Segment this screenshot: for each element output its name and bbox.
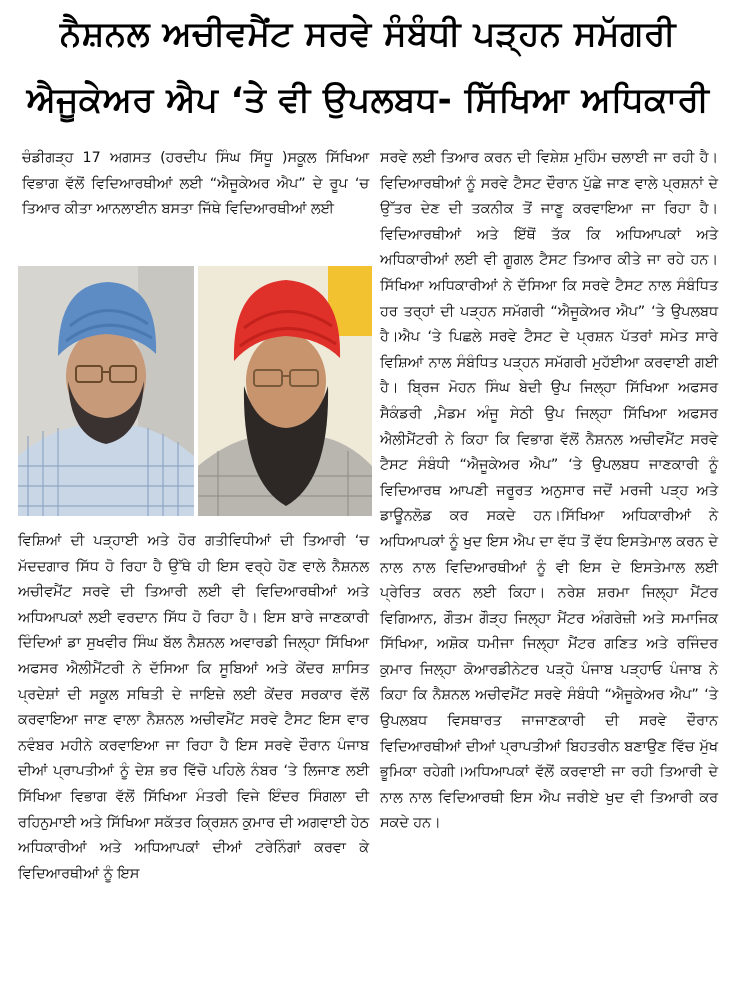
article-paragraph: ਚੰਡੀਗੜ੍ਹ 17 ਅਗਸਤ (ਹਰਦੀਪ ਸਿੰਘ ਸਿੱਧੂ )ਸਕੂਲ ਸਿੱਖਿਆ ਵਿਭਾਗ ਵੱਲੋਂ ਵਿਦਿਆਰਥੀਆਂ ਲਈ “ਐਜੂਕੇਅਰ ਐਪ” ਦੇ ਰੂਪ ‘ਚ ਤਿਆਰ ਕੀਤਾ ਆਨਲਾਈਨ ਬਸਤਾ ਜਿੱਥੇ ਵਿਦਿਆਰਥੀਆਂ ਲਈ: [22, 150, 369, 218]
article-column-left-top: [22, 146, 369, 223]
headline-line-2: ਐਜੂਕੇਅਰ ਐਪ ‘ਤੇ ਵੀ ਉਪਲਬਧ- ਸਿੱਖਿਆ ਅਧਿਕਾਰੀ: [26, 80, 710, 120]
photo-official-blue-turban: [18, 266, 194, 516]
headline-line-1: ਨੈਸ਼ਨਲ ਅਚੀਵਮੈਂਟ ਸਰਵੇ ਸੰਬੰਧੀ ਪੜ੍ਹਨ ਸਮੱਗਰੀ: [60, 14, 676, 54]
photo-official-red-turban: [198, 266, 372, 516]
article-paragraph: ਵਿਸ਼ਿਆਂ ਦੀ ਪੜ੍ਹਾਈ ਅਤੇ ਹੋਰ ਗਤੀਵਿਧੀਆਂ ਦੀ ਤਿਆਰੀ ‘ਚ ਮੱਦਦਗਾਰ ਸਿੱਧ ਹੋ ਰਿਹਾ ਹੈ ਉੱਥੇ ਹੀ ਇਸ ਵਰ੍ਹੇ ਹੋਣ ਵਾਲੇ ਨੈਸ਼ਨਲ ਅਚੀਵਮੈਂਟ ਸਰਵੇ ਦੀ ਤਿਆਰੀ ਲਈ ਵੀ ਵਿਦਿਆਰਥੀਆਂ ਅਤੇ ਅਧਿਆਪਕਾਂ ਲਈ ਵਰਦਾਨ ਸਿੱਧ ਹੋ ਰਿਹਾ ਹੈ। ਇਸ ਬਾਰੇ ਜਾਣਕਾਰੀ ਦਿੰਦਿਆਂ ਡਾ ਸੁਖਵੀਰ ਸਿੰਘ ਬੱਲ ਨੈਸ਼ਨਲ ਅਵਾਰਡੀ ਜਿਲ੍ਹਾ ਸਿੱਖਿਆ ਅਫਸਰ ਐਲੀਮੈਂਟਰੀ ਨੇ ਦੱਸਿਆ ਕਿ ਸੂਬਿਆਂ ਅਤੇ ਕੇਂਦਰ ਸ਼ਾਸਿਤ ਪ੍ਰਦੇਸ਼ਾਂ ਦੀ ਸਕੂਲ ਸਥਿਤੀ ਦੇ ਜਾਇਜ਼ੇ ਲਈ ਕੇਂਦਰ ਸਰਕਾਰ ਵੱਲੋਂ ਕਰਵਾਇਆ ਜਾਣ ਵਾਲਾ ਨੈਸ਼ਨਲ ਅਚੀਵਮੈਂਟ ਸਰਵੇ ਟੈਸਟ ਇਸ ਵਾਰ ਨਵੰਬਰ ਮਹੀਨੇ ਕਰਵਾਇਆ ਜਾ ਰਿਹਾ ਹੈ ਇਸ ਸਰਵੇ ਦੌਰਾਨ ਪੰਜਾਬ ਦੀਆਂ ਪ੍ਰਾਪਤੀਆਂ ਨੂੰ ਦੇਸ਼ ਭਰ ਵਿੱਚੋ ਪਹਿਲੇ ਨੰਬਰ ‘ਤੇ ਲਿਜਾਣ ਲਈ ਸਿੱਖਿਆ ਵਿਭਾਗ ਵੱਲੋਂ ਸਿੱਖਿਆ ਮੰਤਰੀ ਵਿਜੇ ਇੰਦਰ ਸਿੰਗਲਾ ਦੀ ਰਹਿਨੁਮਾਈ ਅਤੇ ਸਿੱਖਿਆ ਸਕੱਤਰ ਕ੍ਰਿਸ਼ਨ ਕੁਮਾਰ ਦੀ ਅਗਵਾਈ ਹੇਠ ਅਧਿਕਾਰੀਆਂ ਅਤੇ ਅਧਿਆਪਕਾਂ ਦੀਆਂ ਟਰੇਨਿੰਗਾਂ ਕਰਵਾ ਕੇ ਵਿਦਿਆਰਥੀਆਂ ਨੂੰ ਇਸ: [18, 533, 369, 882]
article-column-right: [380, 146, 718, 837]
article-paragraph: ਸਰਵੇ ਲਈ ਤਿਆਰ ਕਰਨ ਦੀ ਵਿਸ਼ੇਸ਼ ਮੁਹਿੰਮ ਚਲਾਈ ਜਾ ਰਹੀ ਹੈ।ਵਿਦਿਆਰਥੀਆਂ ਨੂੰ ਸਰਵੇ ਟੈਸਟ ਦੌਰਾਨ ਪੁੱਛੇ ਜਾਣ ਵਾਲੇ ਪ੍ਰਸ਼ਨਾਂ ਦੇ ਉੱਤਰ ਦੇਣ ਦੀ ਤਕਨੀਕ ਤੋਂ ਜਾਣੂ ਕਰਵਾਇਆ ਜਾ ਰਿਹਾ ਹੈ।ਵਿਦਿਆਰਥੀਆਂ ਅਤੇ ਇੱਥੋਂ ਤੱਕ ਕਿ ਅਧਿਆਪਕਾਂ ਅਤੇ ਅਧਿਕਾਰੀਆਂ ਲਈ ਵੀ ਗੂਗਲ ਟੈਸਟ ਤਿਆਰ ਕੀਤੇ ਜਾ ਰਹੇ ਹਨ।ਸਿੱਖਿਆ ਅਧਿਕਾਰੀਆਂ ਨੇ ਦੱਸਿਆ ਕਿ ਸਰਵੇ ਟੈਸਟ ਨਾਲ ਸੰਬੰਧਿਤ ਹਰ ਤਰ੍ਹਾਂ ਦੀ ਪੜ੍ਹਨ ਸਮੱਗਰੀ “ਐਜੂਕੇਅਰ ਐਪ” ‘ਤੇ ਉਪਲਬਧ ਹੈ।ਐਪ ‘ਤੇ ਪਿਛਲੇ ਸਰਵੇ ਟੈਸਟ ਦੇ ਪ੍ਰਸ਼ਨ ਪੱਤਰਾਂ ਸਮੇਤ ਸਾਰੇ ਵਿਸ਼ਿਆਂ ਨਾਲ ਸੰਬੰਧਿਤ ਪੜ੍ਹਨ ਸਮੱਗਰੀ ਮੁਹੱਈਆ ਕਰਵਾਈ ਗਈ ਹੈ। ਬ੍ਰਿਜ ਮੋਹਨ ਸਿੰਘ ਬੇਦੀ ਉਪ ਜਿਲ੍ਹਾ ਸਿੱਖਿਆ ਅਫਸਰ ਸੈਕੰਡਰੀ ,ਮੈਡਮ ਅੰਜੂ ਸੇਠੀ ਉਪ ਜਿਲ੍ਹਾ ਸਿੱਖਿਆ ਅਫਸਰ ਐਲੀਮੈਂਟਰੀ ਨੇ ਕਿਹਾ ਕਿ ਵਿਭਾਗ ਵੱਲੋਂ ਨੈਸ਼ਨਲ ਅਚੀਵਮੈਂਟ ਸਰਵੇ ਟੈਸਟ ਸੰਬੰਧੀ “ਐਜੂਕੇਅਰ ਐਪ” ‘ਤੇ ਉਪਲਬਧ ਜਾਣਕਾਰੀ ਨੂੰ ਵਿਦਿਆਰਥ ਆਪਣੀ ਜਰੂਰਤ ਅਨੁਸਾਰ ਜਦੋਂ ਮਰਜੀ ਪੜ੍ਹ ਅਤੇ ਡਾਊਨਲੋਡ ਕਰ ਸਕਦੇ ਹਨ।ਸਿੱਖਿਆ ਅਧਿਕਾਰੀਆਂ ਨੇ ਅਧਿਆਪਕਾਂ ਨੂੰ ਖੁਦ ਇਸ ਐਪ ਦਾ ਵੱਧ ਤੋਂ ਵੱਧ ਇਸਤੇਮਾਲ ਕਰਨ ਦੇ ਨਾਲ ਨਾਲ ਵਿਦਿਆਰਥੀਆਂ ਨੂੰ ਵੀ ਇਸ ਦੇ ਇਸਤੇਮਾਲ ਲਈ ਪ੍ਰੇਰਿਤ ਕਰਨ ਲਈ ਕਿਹਾ। ਨਰੇਸ਼ ਸ਼ਰਮਾ ਜਿਲ੍ਹਾ ਮੈਂਟਰ ਵਿਗਿਆਨ, ਗੌਤਮ ਗੌੜ੍ਹ ਜਿਲ੍ਹਾ ਮੈਂਟਰ ਅੰਗਰੇਜ਼ੀ ਅਤੇ ਸਮਾਜਿਕ ਸਿੱਖਿਆ, ਅਸ਼ੋਕ ਧਮੀਜਾ ਜਿਲ੍ਹਾ ਮੈਂਟਰ ਗਣਿਤ ਅਤੇ ਰਜਿੰਦਰ ਕੁਮਾਰ ਜਿਲ੍ਹਾ ਕੋਆਰਡੀਨੇਟਰ ਪੜ੍ਹੋ ਪੰਜਾਬ ਪੜ੍ਹਾਓ ਪੰਜਾਬ ਨੇ ਕਿਹਾ ਕਿ ਨੈਸ਼ਨਲ ਅਚੀਵਮੈਂਟ ਸਰਵੇ ਸੰਬੰਧੀ “ਐਜੂਕੇਅਰ ਐਪ” ‘ਤੇ ਉਪਲਬਧ ਵਿਸਥਾਰਤ ਜਾਜਾਣਕਾਰੀ ਦੀ ਸਰਵੇ ਦੌਰਾਨ ਵਿਦਿਆਰਥੀਆਂ ਦੀਆਂ ਪ੍ਰਾਪਤੀਆਂ ਬਿਹਤਰੀਨ ਬਣਾਉਣ ਵਿੱਚ ਮੁੱਖ ਭੂਮਿਕਾ ਰਹੇਗੀ।ਅਧਿਆਪਕਾਂ ਵੱਲੋਂ ਕਰਵਾਈ ਜਾ ਰਹੀ ਤਿਆਰੀ ਦੇ ਨਾਲ ਨਾਲ ਵਿਦਿਆਰਥੀ ਇਸ ਐਪ ਜਰੀਏ ਖੁਦ ਵੀ ਤਿਆਰੀ ਕਰ ਸਕਦੇ ਹਨ।: [380, 150, 718, 832]
article-column-left-bottom: [18, 529, 369, 887]
